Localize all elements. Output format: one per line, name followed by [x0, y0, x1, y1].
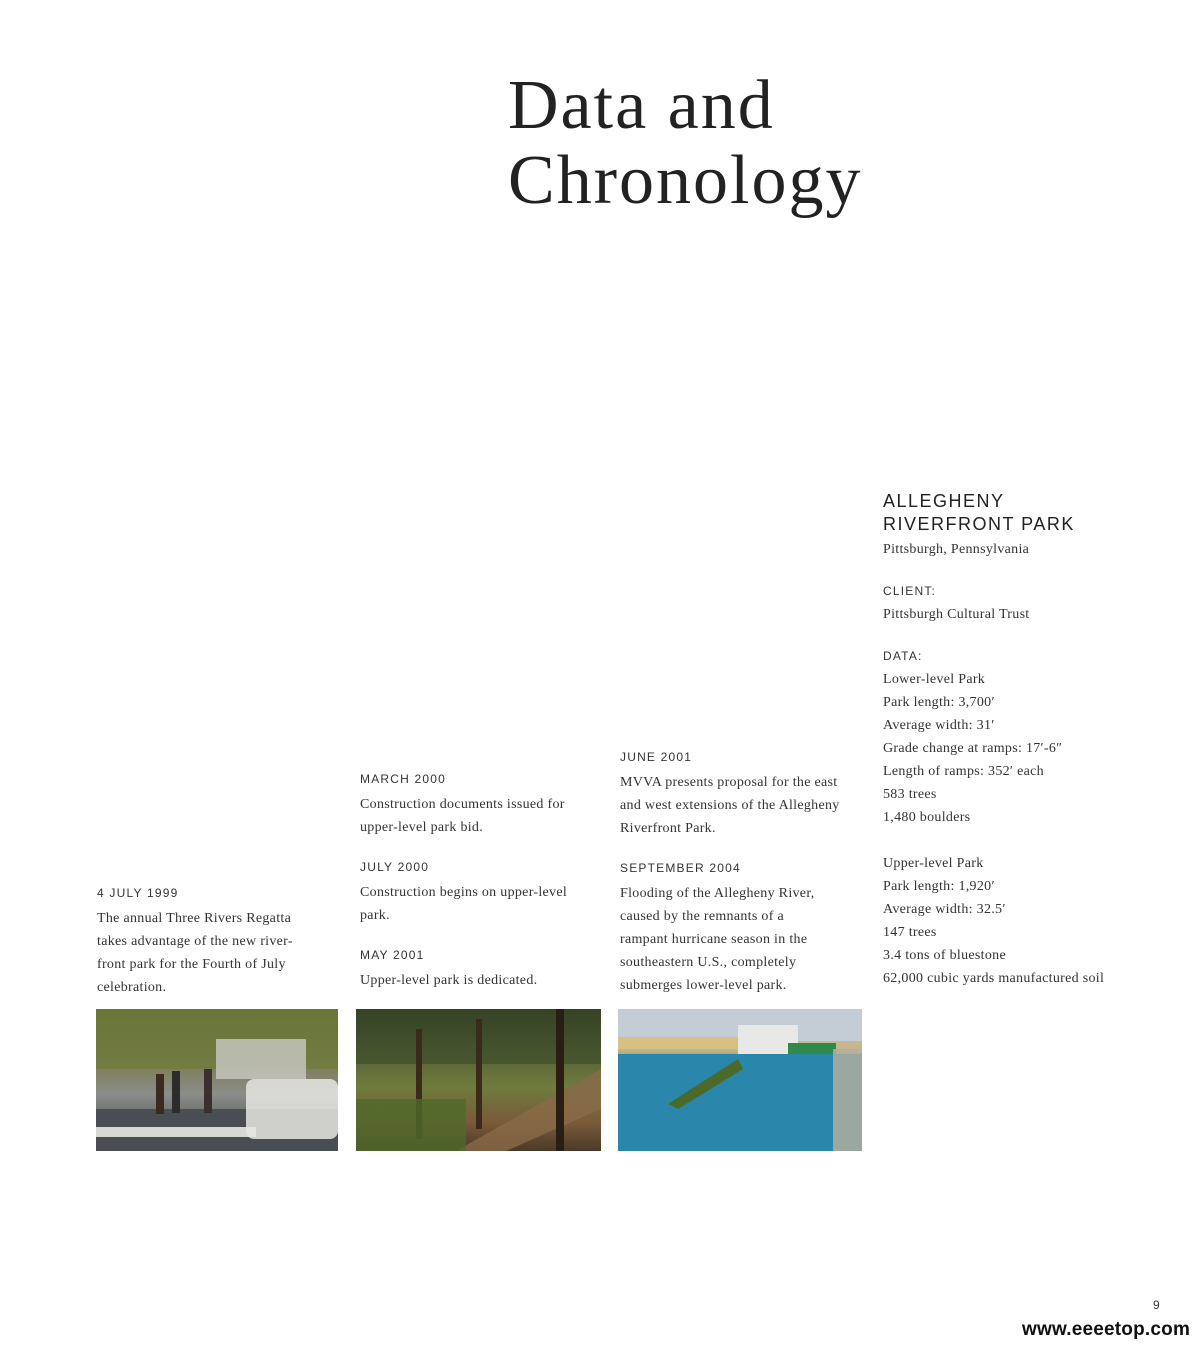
photo-regatta-boats [96, 1009, 338, 1151]
entry-date: SEPTEMBER 2004 [620, 861, 741, 875]
photo-flooded-lower-park [618, 1009, 862, 1151]
photo-upper-level-walkway [356, 1009, 601, 1151]
watermark: www.eeeetop.com [1022, 1319, 1191, 1340]
project-name-line: RIVERFRONT PARK [883, 514, 1075, 534]
data-line: Park length: 1,920′ [883, 879, 995, 894]
project-data [883, 490, 1183, 990]
data-line: Average width: 32.5′ [883, 902, 1006, 917]
title-line-1: Data and [508, 67, 775, 144]
entry-text [360, 793, 600, 839]
timeline-entry-march-2000 [360, 771, 600, 839]
timeline-entry-1999 [97, 885, 325, 999]
page-number: 9 [1153, 1298, 1160, 1312]
entry-line: takes advantage of the new river- [97, 934, 293, 949]
title-line-2: Chronology [508, 142, 863, 219]
entry-line: upper-level park bid. [360, 820, 484, 835]
timeline-entry-june-2001 [620, 749, 865, 840]
entry-text [360, 969, 600, 992]
project-location: Pittsburgh, Pennsylvania [883, 542, 1030, 557]
project-name-line: ALLEGHENY [883, 491, 1005, 511]
entry-line: celebration. [97, 980, 167, 995]
entry-text [360, 881, 600, 927]
entry-line: Construction begins on upper-level [360, 885, 568, 900]
entry-line: Construction documents issued for [360, 797, 565, 812]
entry-line: Flooding of the Allegheny River, [620, 886, 815, 901]
entry-date: 4 JULY 1999 [97, 886, 179, 900]
entry-text [97, 907, 325, 999]
timeline-entry-september-2004 [620, 860, 865, 997]
timeline-column-2 [360, 771, 600, 992]
entry-date: MARCH 2000 [360, 772, 447, 786]
data-line: 1,480 boulders [883, 810, 971, 825]
entry-line: Riverfront Park. [620, 821, 716, 836]
entry-line: and west extensions of the Allegheny [620, 798, 840, 813]
data-line: 583 trees [883, 787, 937, 802]
data-line: Upper-level Park [883, 856, 984, 871]
entry-line: MVVA presents proposal for the east [620, 775, 838, 790]
data-line: 62,000 cubic yards manufactured soil [883, 971, 1105, 986]
data-label: DATA: [883, 649, 923, 663]
timeline-entry-july-2000 [360, 859, 600, 927]
entry-line: caused by the remnants of a [620, 909, 784, 924]
entry-line: park. [360, 908, 390, 923]
entry-line: southeastern U.S., completely [620, 955, 797, 970]
client-name: Pittsburgh Cultural Trust [883, 607, 1030, 622]
client-label: CLIENT: [883, 584, 937, 598]
data-line: Grade change at ramps: 17′-6″ [883, 741, 1063, 756]
data-line: 147 trees [883, 925, 937, 940]
entry-date: JULY 2000 [360, 860, 430, 874]
entry-line: The annual Three Rivers Regatta [97, 911, 292, 926]
data-line: 3.4 tons of bluestone [883, 948, 1006, 963]
entry-text [620, 882, 865, 997]
entry-line: rampant hurricane season in the [620, 932, 808, 947]
entry-date: MAY 2001 [360, 948, 425, 962]
lower-level-data [883, 668, 1183, 829]
page-title [508, 68, 862, 218]
timeline-column-3 [620, 749, 865, 997]
timeline-entry-may-2001 [360, 947, 600, 992]
entry-text [620, 771, 865, 840]
data-line: Length of ramps: 352′ each [883, 764, 1044, 779]
project-name [883, 490, 1183, 536]
data-line: Lower-level Park [883, 672, 986, 687]
entry-line: front park for the Fourth of July [97, 957, 286, 972]
data-line: Park length: 3,700′ [883, 695, 995, 710]
upper-level-data [883, 852, 1183, 990]
entry-line: submerges lower-level park. [620, 978, 787, 993]
entry-date: JUNE 2001 [620, 750, 693, 764]
entry-line: Upper-level park is dedicated. [360, 973, 538, 988]
data-line: Average width: 31′ [883, 718, 995, 733]
